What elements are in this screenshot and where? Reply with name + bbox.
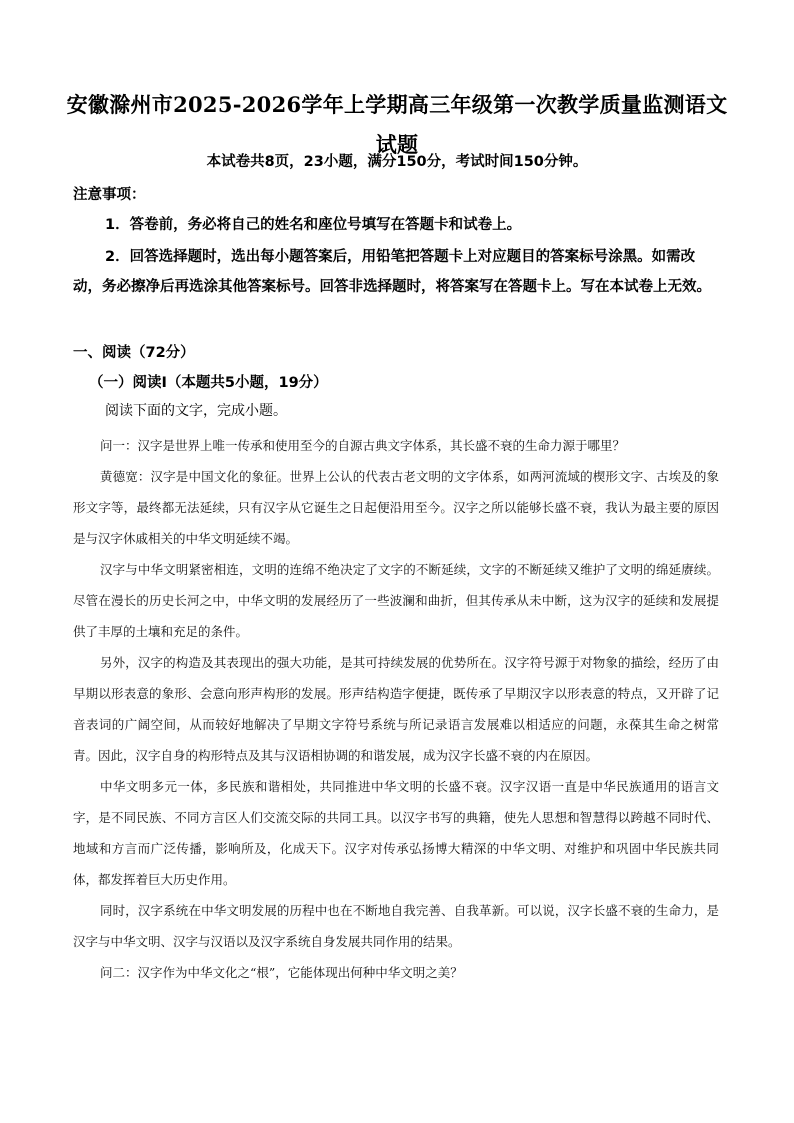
note-item-2: 2．回答选择题时，选出每小题答案后，用铅笔把答题卡上对应题目的答案标号涂黑。如需改动，务必擦净后再选涂其他答案标号。回答非选择题时，将答案写在答题卡上。写在本试卷上无效。 — [73, 249, 711, 295]
passage-paragraph: 中华文明多元一体，多民族和谐相处，共同推进中华文明的长盛不衰。汉字汉语一直是中华民族通用的语言文字，是不同民族、不同方言区人们交流交际的共同工具。以汉字书写的典籍，使先人思想和智慧得以跨越不同时代、地域和方言而广泛传播，影响所及，化成天下。汉字对传承弘扬博大精深的中华文明、对维护和巩固中华民族共同体，都发挥着巨大历史作用。 — [73, 779, 719, 887]
passage-paragraph: 同时，汉字系统在中华文明发展的历程中也在不断地自我完善、自我革新。可以说，汉字长盛不衰的生命力，是汉字与中华文明、汉字与汉语以及汉字系统自身发展共同作用的结果。 — [73, 903, 719, 949]
exam-subtitle: 本试卷共8页，23小题，满分150分，考试时间150分钟。 — [206, 154, 588, 170]
passage-paragraph: 问二：汉字作为中华文化之“根”，它能体现出何种中华文明之美？ — [100, 965, 463, 980]
exam-title-line2: 试题 — [375, 132, 419, 157]
exam-title-line1: 安徽滁州市2025-2026学年上学期高三年级第一次教学质量监测语文 — [66, 92, 728, 117]
notes-heading: 注意事项： — [73, 187, 146, 203]
passage-paragraph: 问一：汉字是世界上唯一传承和使用至今的自源古典文字体系，其长盛不衰的生命力源于哪里？ — [100, 438, 626, 453]
passage-paragraph: 黄德宽：汉字是中国文化的象征。世界上公认的代表古老文明的文字体系，如两河流域的楔形文字、古埃及的象形文字等，最终都无法延续，只有汉字从它诞生之日起便沿用至今。汉字之所以能够长盛不衰，我认为最主要的原因是与汉字休戚相关的中华文明延续不竭。 — [73, 469, 719, 546]
note-item-1: 1．答卷前，务必将自己的姓名和座位号填写在答题卡和试卷上。 — [105, 217, 522, 233]
passage-paragraph: 汉字与中华文明紧密相连，文明的连绵不绝决定了文字的不断延续，文字的不断延续又维护了文明的绵延赓续。尽管在漫长的历史长河之中，中华文明的发展经历了一些波澜和曲折，但其传承从未中断，这为汉字的延续和发展提供了丰厚的土壤和充足的条件。 — [73, 562, 719, 639]
section-heading: 一、阅读（72分） — [73, 345, 195, 361]
subsection-heading: （一）阅读Ⅰ（本题共5小题，19分） — [89, 375, 328, 391]
reading-instruction: 阅读下面的文字，完成小题。 — [105, 403, 287, 419]
reading-passage — [73, 430, 719, 988]
passage-paragraph: 另外，汉字的构造及其表现出的强大功能，是其可持续发展的优势所在。汉字符号源于对物象的描绘，经历了由早期以形表意的象形、会意向形声构形的发展。形声结构造字便捷，既传承了早期汉字以形表意的特点，又开辟了记音表词的广阔空间，从而较好地解决了早期文字符号系统与所记录语言发展难以相适应的问题，永葆其生命之树常青。因此，汉字自身的构形特点及其与汉语相协调的和谐发展，成为汉字长盛不衰的内在原因。 — [73, 655, 719, 763]
